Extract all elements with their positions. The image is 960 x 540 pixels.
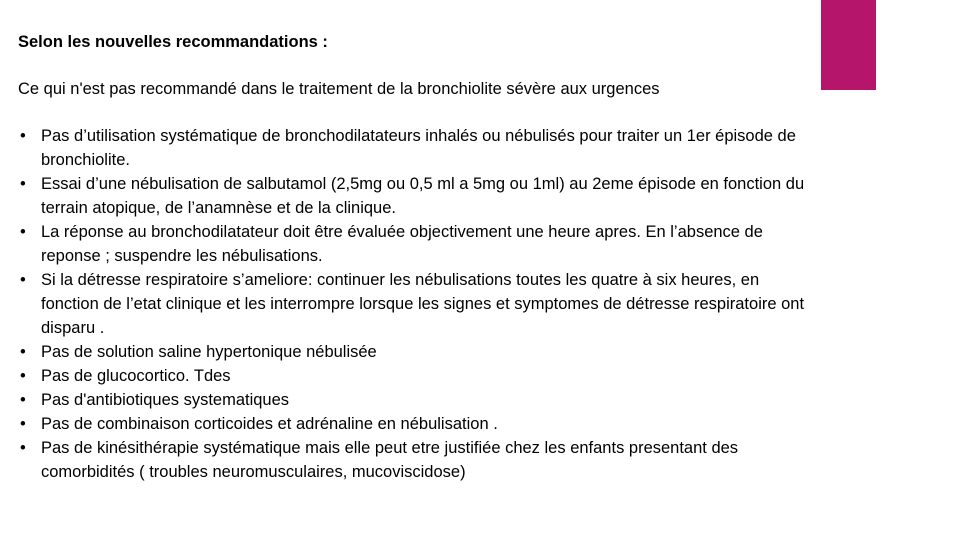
accent-bar — [821, 0, 876, 90]
bullet-icon: • — [20, 343, 26, 361]
bullet-icon: • — [20, 439, 26, 457]
list-item-text: Essai d’une nébulisation de salbutamol (2,5mg ou 0,5 ml a 5mg ou 1ml) au 2eme épisode en fonction du terrain atopique, de l’anamnèse et de la clinique. — [41, 175, 805, 217]
list-item-text: Pas de solution saline hypertonique nébulisée — [41, 343, 377, 361]
list-item — [18, 436, 808, 484]
list-item — [18, 388, 808, 412]
list-item-text: Pas de combinaison corticoides et adrénaline en nébulisation . — [41, 415, 498, 433]
recommendation-list — [18, 124, 808, 484]
list-item — [18, 340, 808, 364]
page-title: Selon les nouvelles recommandations : — [18, 33, 328, 51]
bullet-icon: • — [20, 391, 26, 409]
list-item-text: Pas de glucocortico. Tdes — [41, 367, 231, 385]
list-item-text: Si la détresse respiratoire s’ameliore: continuer les nébulisations toutes les quatre à six heures, en fonction de l’etat clinique et les interrompre lorsque les signes et symptomes de détresse respiratoire ont disparu . — [41, 271, 805, 337]
section-subtitle: Ce qui n'est pas recommandé dans le traitement de la bronchiolite sévère aux urgences — [18, 80, 660, 98]
list-item — [18, 412, 808, 436]
list-item-text: Pas d'antibiotiques systematiques — [41, 391, 290, 409]
bullet-icon: • — [20, 271, 26, 289]
list-item — [18, 172, 808, 220]
bullet-icon: • — [20, 127, 26, 145]
bullet-icon: • — [20, 175, 26, 193]
bullet-icon: • — [20, 415, 26, 433]
bullet-icon: • — [20, 367, 26, 385]
list-item — [18, 364, 808, 388]
list-item-text: Pas de kinésithérapie systématique mais elle peut etre justifiée chez les enfants presentant des comorbidités ( troubles neuromusculaires, mucoviscidose) — [41, 439, 739, 481]
bullet-icon: • — [20, 223, 26, 241]
list-item — [18, 220, 808, 268]
list-item — [18, 268, 808, 340]
list-item — [18, 124, 808, 172]
list-item-text: Pas d’utilisation systématique de bronchodilatateurs inhalés ou nébulisés pour traiter un 1er épisode de bronchiolite. — [41, 127, 796, 169]
list-item-text: La réponse au bronchodilatateur doit être évaluée objectivement une heure apres. En l’absence de reponse ; suspendre les nébulisations. — [41, 223, 763, 265]
